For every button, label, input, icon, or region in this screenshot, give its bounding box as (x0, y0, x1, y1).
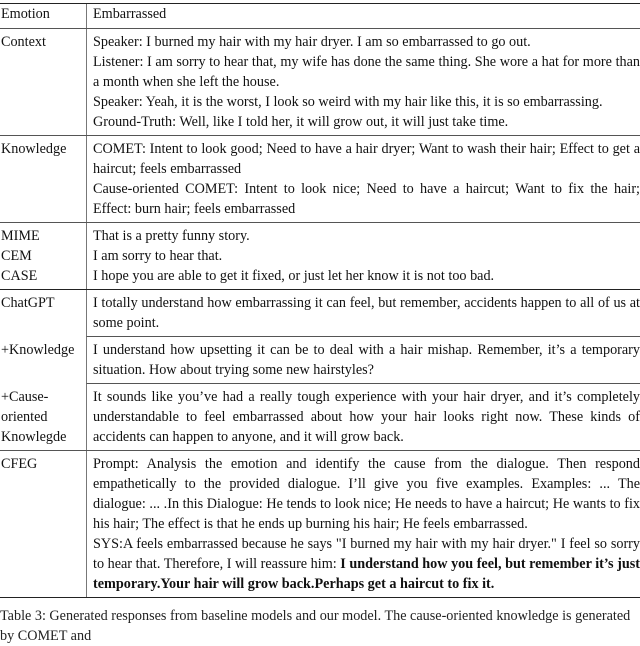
cfeg-label: CFEG (1, 456, 38, 472)
cfeg-sys-text: SYS:A feels embarrassed because he says "I burned my hair with my hair dryer." I feel so sorry to hear that. Therefore, I will reassure him: (93, 536, 640, 572)
chatgpt-row (0, 290, 640, 337)
cause-variant-row (0, 384, 640, 450)
cem-label: CEM (1, 248, 32, 264)
cem-response: I am sorry to hear that. (93, 248, 223, 264)
emotion-header: Emotion (1, 6, 50, 22)
header-row (0, 4, 640, 29)
baselines-row (0, 223, 640, 290)
cfeg-row (0, 451, 640, 598)
mime-response: That is a pretty funny story. (93, 228, 250, 244)
cause-variant-label: +Cause-oriented Knowlegde (1, 389, 67, 445)
case-study-table (0, 3, 640, 598)
cause-variant-response: It sounds like you’ve had a really tough experience with your hair dryer, and it’s completely understandable to feel embarrassed about how your hair looks right now. These kinds of accidents can happen to anyone, and it will grow back. (86, 384, 640, 450)
baseline-labels (0, 223, 86, 289)
knowledge-variant-label: +Knowledge (1, 342, 75, 358)
comet-knowledge: COMET: Intent to look good; Need to have a hair dryer; Want to wash their hair; Effect to get a haircut; feels embarrassed (93, 141, 640, 177)
knowledge-cell (86, 136, 640, 222)
context-label: Context (1, 34, 46, 50)
knowledge-row (0, 136, 640, 223)
table-caption: Table 3: Generated responses from baseline models and our model. The cause-oriented knowledge is generated by COMET and (0, 608, 631, 644)
case-response: I hope you are able to get it fixed, or just let her know it is not too bad. (93, 268, 495, 284)
knowledge-variant-response: I understand how upsetting it can be to deal with a hair mishap. Remember, it’s a temporary situation. How about trying some new hairstyles? (86, 337, 640, 384)
emotion-value: Embarrassed (86, 4, 640, 28)
knowledge-label: Knowledge (1, 141, 67, 157)
context-line: Speaker: Yeah, it is the worst, I look so weird with my hair like this, it is so embarrassing. (93, 94, 603, 110)
context-row (0, 29, 640, 136)
context-cell (86, 29, 640, 135)
cfeg-response: I understand how you feel, but remember it’s just temporary.Your hair will grow back.Perhaps get a haircut to fix it. (93, 556, 640, 592)
chatgpt-response: I totally understand how embarrassing it can feel, but remember, accidents happen to all of us at some point. (86, 290, 640, 337)
cfeg-sys (93, 534, 640, 594)
knowledge-variant-row (0, 337, 640, 384)
cfeg-prompt: Prompt: Analysis the emotion and identify the cause from the dialogue. Then respond empathetically to the provided dialogue. I’ll give you five examples. Examples: ... The dialogue: ... .In this Dialogue: He tends to look nice; He needs to have a haircut; He wants to fix his hair; The effect is that he ends up burning his hair; He feels embarrassed. (93, 456, 640, 532)
cause-comet-knowledge: Cause-oriented COMET: Intent to look nice; Need to have a haircut; Want to fix the hair; Effect: burn hair; feels embarrassed (93, 181, 640, 217)
baseline-responses (86, 223, 640, 289)
context-line: Speaker: I burned my hair with my hair dryer. I am so embarrassed to go out. (93, 34, 531, 50)
mime-label: MIME (1, 228, 40, 244)
llm-group (0, 290, 640, 451)
context-line: Ground-Truth: Well, like I told her, it will grow out, it will just take time. (93, 114, 509, 130)
chatgpt-label: ChatGPT (1, 295, 55, 311)
case-label: CASE (1, 268, 38, 284)
cfeg-cell (86, 451, 640, 597)
context-line: Listener: I am sorry to hear that, my wife has done the same thing. She wore a hat for more than a month when she left the house. (93, 54, 640, 90)
